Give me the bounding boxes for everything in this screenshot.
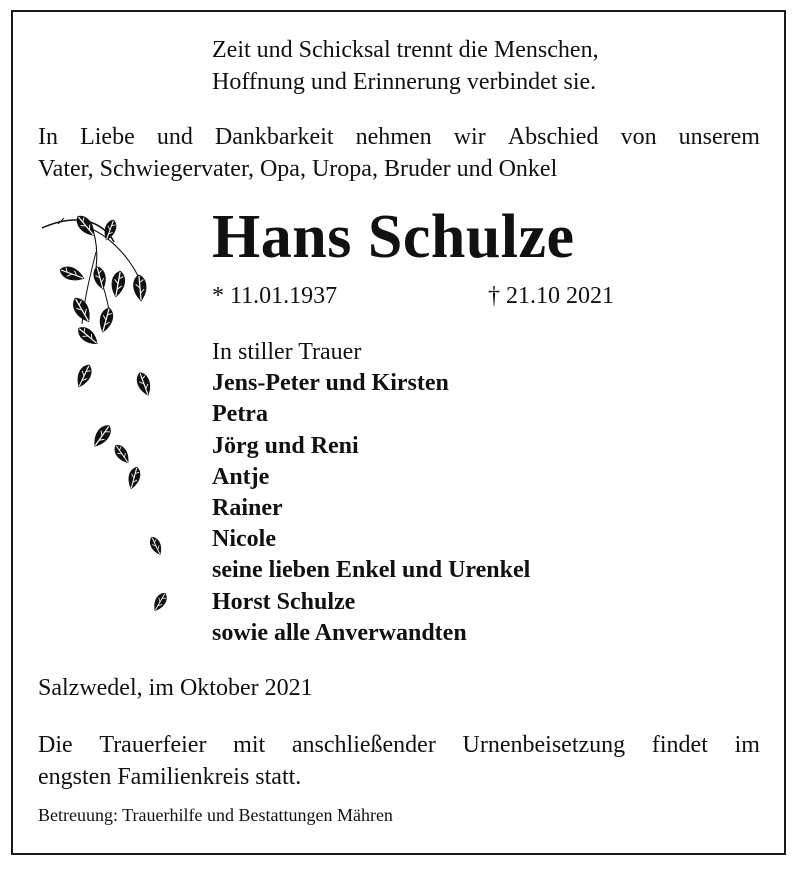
mourner-name: seine lieben Enkel und Urenkel (212, 557, 531, 584)
notice-line-2: engsten Familienkreis statt. (38, 764, 302, 790)
intro-word: nehmen (355, 124, 432, 150)
mourners-list (212, 337, 530, 649)
mourner-name: Horst Schulze (212, 588, 356, 615)
intro-word: von (620, 124, 657, 150)
notice-line-1 (38, 729, 760, 761)
intro-word: wir (453, 124, 486, 150)
mourner-name: Rainer (212, 495, 283, 522)
motto-line-1: Zeit und Schicksal trennt die Menschen, (212, 37, 599, 63)
intro-word: Liebe (80, 124, 135, 150)
motto-line-2: Hoffnung und Erinnerung verbindet sie. (212, 69, 597, 95)
intro-word: Abschied (507, 124, 599, 150)
intro-word: Dankbarkeit (214, 124, 334, 150)
notice-word: mit (233, 732, 266, 758)
mourner-name: Antje (212, 463, 270, 490)
intro-text (38, 121, 760, 185)
intro-word: In (38, 124, 58, 150)
mourner-name: Nicole (212, 526, 276, 553)
mourner-name: Jens-Peter und Kirsten (212, 370, 449, 397)
notice-word: findet (651, 732, 708, 758)
falling-leaves-icon (38, 212, 168, 632)
mourner-name: sowie alle Anverwandten (212, 619, 467, 646)
deceased-name: Hans Schulze (212, 203, 575, 271)
motto (212, 34, 599, 98)
funeral-notice (38, 729, 760, 793)
intro-line-1 (38, 121, 760, 153)
intro-line-2: Vater, Schwiegervater, Opa, Uropa, Bruder und Onkel (38, 156, 558, 182)
mourners-lead: In stiller Trauer (212, 339, 362, 365)
notice-word: Urnenbeisetzung (462, 732, 626, 758)
notice-word: Die (38, 732, 73, 758)
notice-word: im (734, 732, 760, 758)
intro-word: und (156, 124, 193, 150)
mourner-name: Jörg und Reni (212, 432, 359, 459)
notice-word: anschließender (291, 732, 436, 758)
funeral-service-credit: Betreuung: Trauerhilfe und Bestattungen Mähren (38, 805, 393, 825)
death-date: † 21.10 2021 (488, 283, 614, 309)
mourner-name: Petra (212, 401, 268, 428)
notice-word: Trauerfeier (99, 732, 207, 758)
intro-word: unserem (678, 124, 760, 150)
place-date: Salzwedel, im Oktober 2021 (38, 675, 313, 701)
birth-date: * 11.01.1937 (212, 283, 338, 309)
